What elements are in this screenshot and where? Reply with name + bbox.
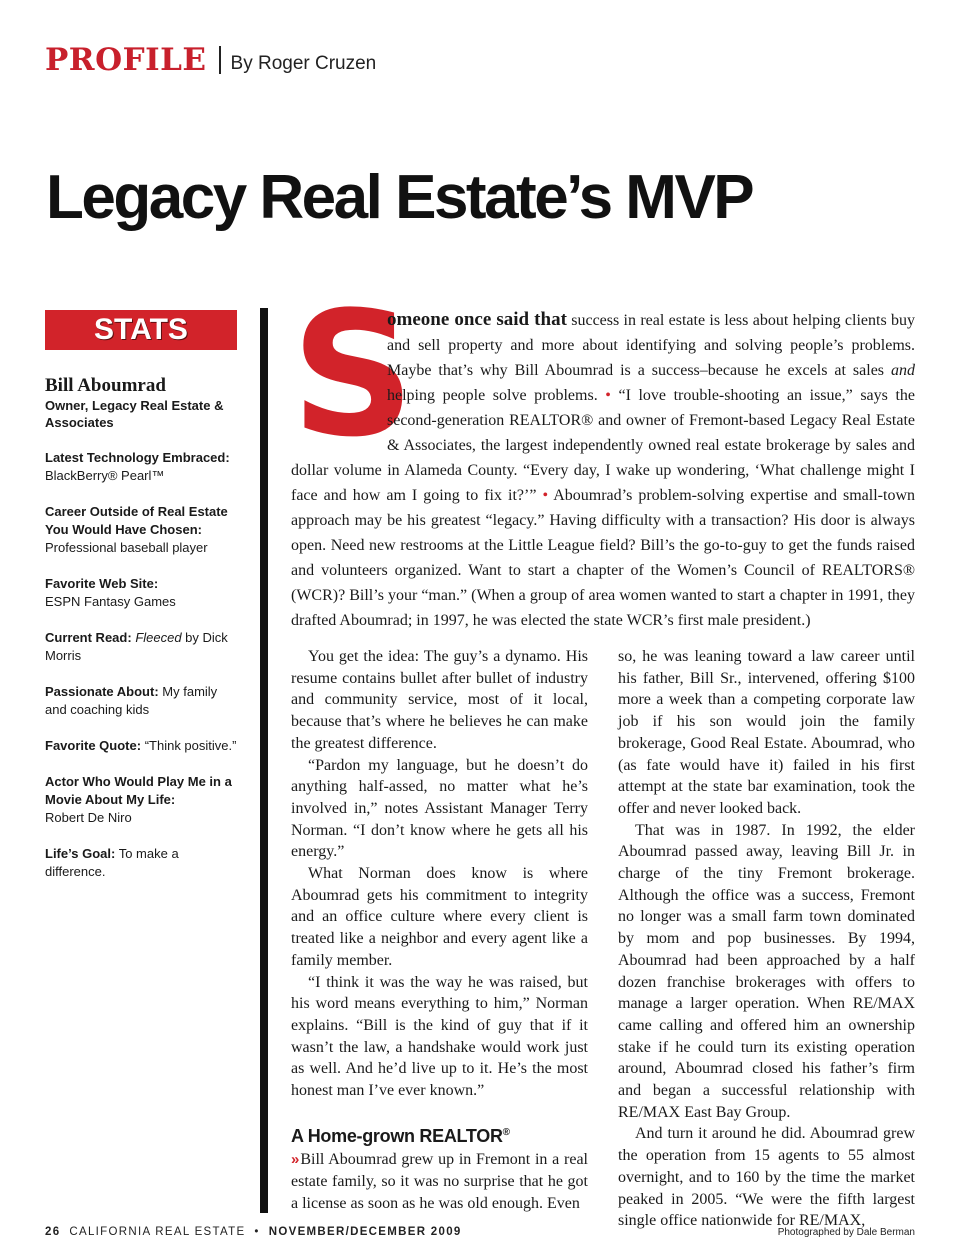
stat-label: Current Read: (45, 630, 132, 645)
body-text: Bill Aboumrad grew up in Fremont in a real estate family, so it was no surprise that he got a license as soon as he was old enough. Even (291, 1151, 588, 1212)
drop-cap: S (291, 274, 415, 475)
registered-mark: ® (502, 1126, 510, 1138)
body-paragraph: That was in 1987. In 1992, the elder Aboumrad passed away, leaving Bill Jr. in charge of the tiny Fremont brokerage. Although the office was a success, Fremont no longer was a small farm town dominated by mom and pop businesses. By 1994, Aboumrad had been approached by a half dozen franchise brokerages with offers to manage a larger operation. When RE/MAX came calling and offered him an ownership stake if he could turn its existing operation around, Aboumrad closed his father’s firm and began a successful relationship with RE/MAX East Bay Group. (618, 821, 915, 1121)
stat-value: My family and coaching kids (45, 684, 218, 717)
footer-bullet: • (254, 1226, 260, 1238)
stat-value: Robert De Niro (45, 810, 132, 825)
stat-label: Life’s Goal: (45, 846, 116, 861)
stat-value: ESPN Fantasy Games (45, 594, 176, 609)
stat-label: Favorite Quote: (45, 738, 142, 753)
stat-item (45, 737, 237, 755)
body-paragraph: And turn it around he did. Aboumrad grew the operation from 15 agents to 55 almost overnight, and to 160 by the time the market peaked in 2005. “We were the fifth largest single office nationwide for RE/MAX, (618, 1125, 915, 1230)
bullet-separator: • (542, 487, 549, 504)
intro-text: “I love trouble-shooting an issue,” says the second-generation REALTOR® and owner of Fremont-based Legacy Real Estate & Associates, the largest independently owned real estate brokerage by sales and dollar volume in Alameda County. “Every day, I wake up wondering, ‘What challenge might I face and how am I going to fix it?’” (291, 387, 915, 504)
stat-item (45, 683, 237, 719)
header-divider (219, 46, 221, 74)
column-rule (260, 308, 268, 1213)
stat-item (45, 629, 237, 665)
body-column-right (618, 646, 915, 1232)
stats-person-name: Bill Aboumrad (45, 375, 166, 396)
body-column-left (291, 646, 588, 1215)
stat-value: by Dick Morris (45, 630, 228, 663)
stat-label: Favorite Web Site: (45, 576, 159, 591)
body-paragraph: so, he was leaning toward a law career until his father, Bill Sr., intervened, offering $100 more a week than a competing corporate law job if his son would join the family brokerage, Good Real Estate. Aboumrad, who (as fate would have it) failed in his first attempt at the state bar examination, took the offer and never looked back. (618, 648, 915, 817)
stat-label: Passionate About: (45, 684, 159, 699)
stat-value: “Think positive.” (144, 738, 237, 753)
stat-label: Career Outside of Real Estate You Would Have Chosen: (45, 504, 228, 537)
intro-text: Aboumrad’s problem-solving expertise and small-town approach may be his greatest “legacy.” Having difficulty with a transaction? His door is always open. Need new restrooms at the Little League field? Bill’s the go-to-guy to get the funds raised and volunteers organized. Want to start a chapter of the Women’s Council of REALTORS® (WCR)? Bill’s your “man.” (When a group of area women wanted to start a chapter in 1991, they drafted Aboumrad; in 1997, he was elected the state WCR’s first male president.) (291, 487, 916, 629)
section-label: PROFILE (45, 42, 207, 78)
stats-person-title: Owner, Legacy Real Estate & Associates (45, 398, 224, 430)
stat-item (45, 773, 237, 827)
intro-paragraph (291, 274, 916, 633)
stat-item (45, 575, 237, 611)
article-headline: Legacy Real Estate’s MVP (46, 163, 753, 232)
publication-name: CALIFORNIA REAL ESTATE (69, 1226, 246, 1238)
subheading (291, 1122, 588, 1148)
stat-item (45, 845, 237, 881)
stat-label: Actor Who Would Play Me in a Movie About My Life: (45, 774, 232, 807)
stat-value: To make a difference. (45, 846, 179, 879)
stat-item (45, 503, 237, 557)
page-footer (45, 1226, 462, 1238)
byline: By Roger Cruzen (230, 53, 377, 74)
stat-value: Professional baseball player (45, 540, 208, 555)
page-number: 26 (45, 1226, 61, 1238)
stat-item (45, 449, 237, 485)
issue-date: NOVEMBER/DECEMBER 2009 (268, 1226, 462, 1238)
photo-credit: Photographed by Dale Berman (777, 1227, 915, 1238)
intro-text: helping people solve problems. (387, 387, 606, 404)
intro-text: success in real estate is less about helping clients buy and sell property and more about identifying and solving people’s problems. Maybe that’s why Bill Aboumrad is a success–because he excels at sales (387, 312, 916, 379)
body-paragraph: “I think it was the way he was raised, but his word means everything to him,” Norman explains. “Bill is the kind of guy that if it wasn’t the law, a handshake would work just as well. And he’d live up to it. He’s the most honest man I’ve ever known.” (291, 973, 588, 1100)
stat-label: Latest Technology Embraced: (45, 450, 230, 465)
body-paragraph: What Norman does know is where Aboumrad gets his commitment to integrity and an office culture where every client is treated like a neighbor and every agent like a family member. (291, 865, 588, 969)
bullet-separator: • (605, 387, 611, 404)
body-paragraph: “Pardon my language, but he doesn’t do anything half-assed, no matter what he’s involved in,” notes Assistant Manager Terry Norman. “I don’t know where he gets all his energy.” (291, 756, 588, 861)
intro-emphasis: and (891, 362, 915, 379)
body-paragraph: You get the idea: The guy’s a dynamo. His resume contains bullet after bullet of industry and community service, most of it local, because that’s where he believes he can make the greatest difference. (291, 648, 588, 752)
stat-value: BlackBerry® Pearl™ (45, 468, 165, 483)
stat-value-italic: Fleeced (135, 630, 182, 645)
body-paragraph (291, 1149, 588, 1214)
subheading-text: A Home-grown REALTOR (291, 1125, 503, 1146)
lead-in: omeone once said that (387, 309, 567, 330)
section-header (45, 42, 376, 78)
stats-sidebar (45, 310, 237, 881)
stats-title-box: STATS (45, 310, 237, 350)
double-arrow-icon: » (291, 1151, 298, 1169)
